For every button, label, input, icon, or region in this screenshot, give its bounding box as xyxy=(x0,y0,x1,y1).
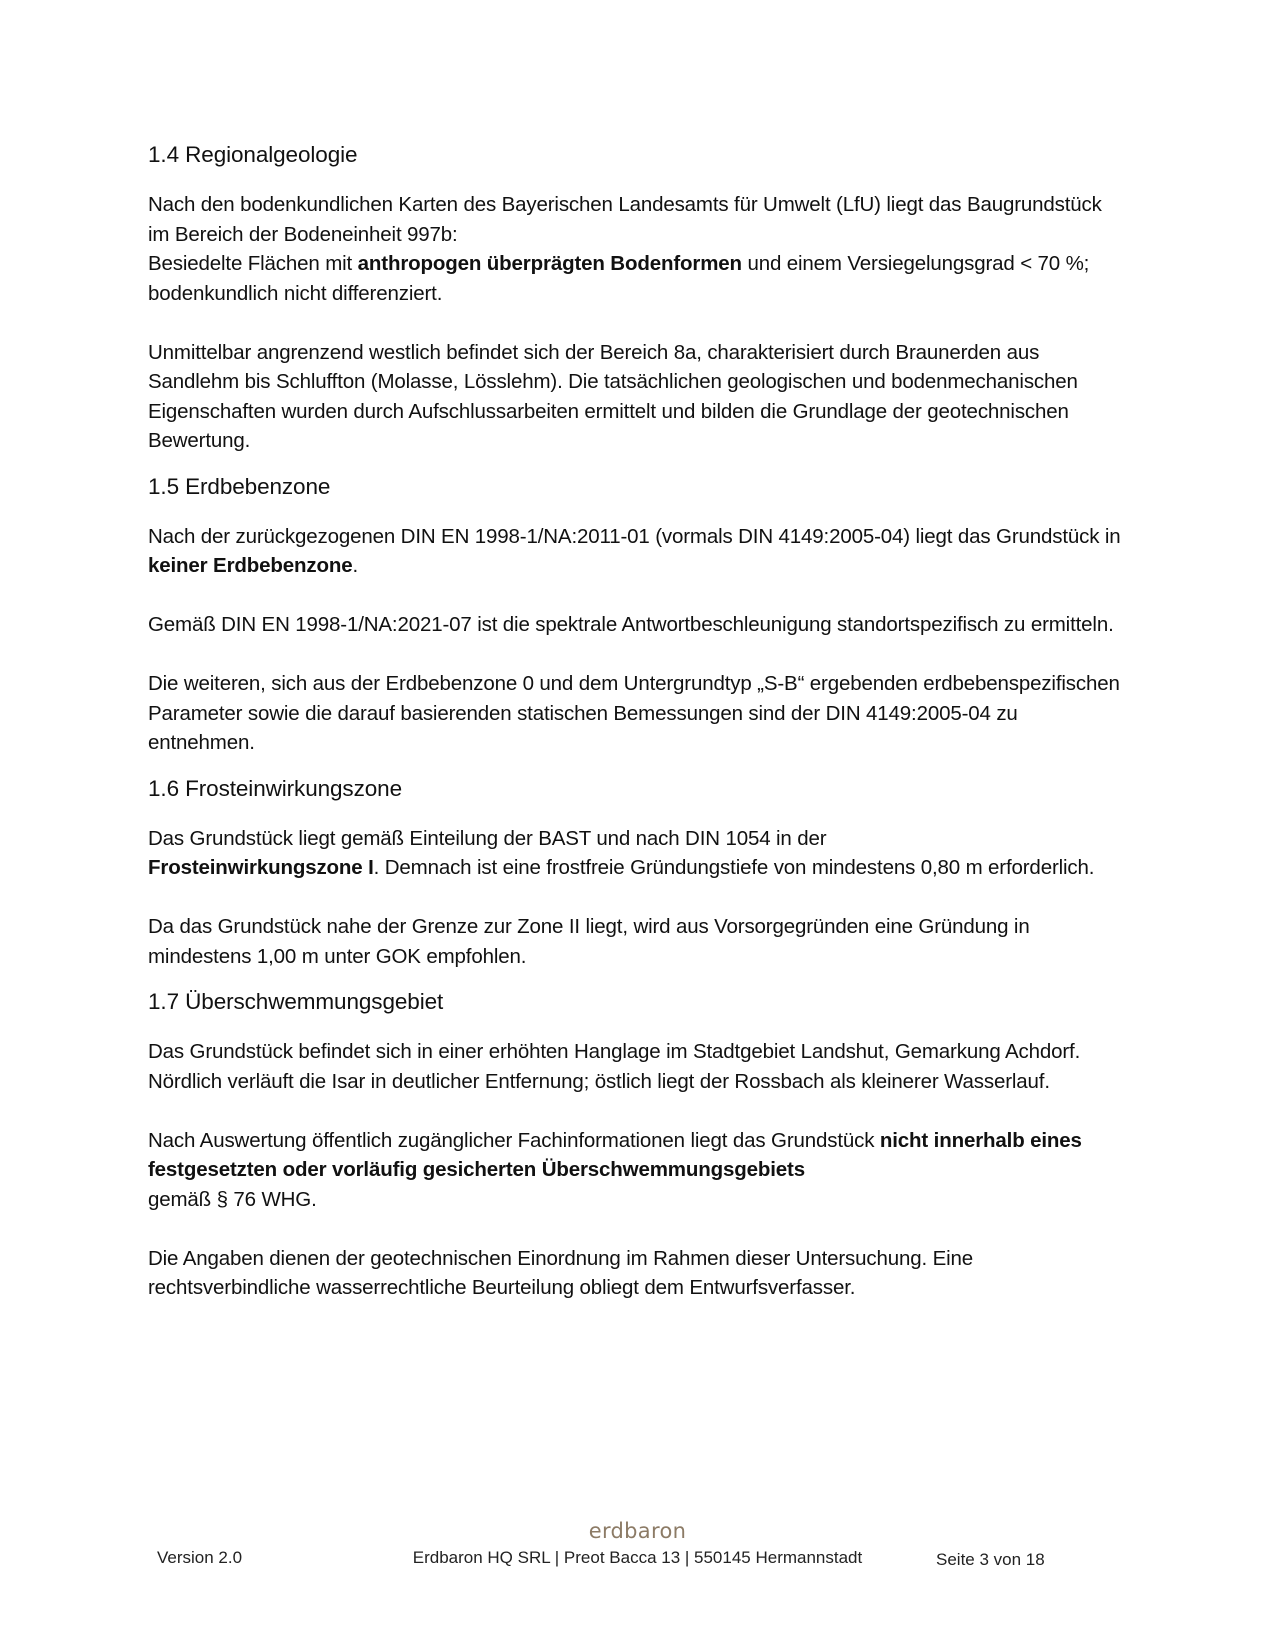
section-regionalgeologie xyxy=(148,140,1128,456)
section-ueberschwemmungsgebiet xyxy=(148,987,1128,1303)
paragraph: Das Grundstück befindet sich in einer erhöhten Hanglage im Stadtgebiet Landshut, Gemarkung Achdorf. Nördlich verläuft die Isar in deutlicher Entfernung; östlich liegt der Rossbach als kleinerer Wasserlauf. xyxy=(148,1040,1081,1093)
paragraph: Nach der zurückgezogenen DIN EN 1998-1/NA:2011-01 (vormals DIN 4149:2005-04) liegt das Grundstück in keiner Erdbebenzone. xyxy=(148,524,1121,577)
section-heading: 1.7 Überschwemmungsgebiet xyxy=(148,989,444,1014)
version-label: Version 2.0 xyxy=(157,1548,243,1567)
paragraph: Gemäß DIN EN 1998-1/NA:2021-07 ist die spektrale Antwortbeschleunigung standortspezifisch zu ermitteln. xyxy=(148,613,1114,636)
emphasis: keiner Erdbebenzone xyxy=(148,554,353,577)
erdbaron-logo: erdbaron xyxy=(588,1519,687,1543)
emphasis: anthropogen überprägten Bodenformen xyxy=(357,252,742,275)
section-heading: 1.4 Regionalgeologie xyxy=(148,142,358,167)
paragraph: Nach den bodenkundlichen Karten des Bayerischen Landesamts für Umwelt (LfU) liegt das Baugrundstück im Bereich der Bodeneinheit 997b: Besiedelte Flächen mit anthropogen überprägten Bodenformen und einem Versiegelungsgrad < 70 %; bodenkundlich nicht differenziert. xyxy=(148,193,1102,305)
paragraph: Unmittelbar angrenzend westlich befindet sich der Bereich 8a, charakterisiert durch Braunerden aus Sandlehm bis Schluffton (Molasse, Lösslehm). Die tatsächlichen geologischen und bodenmechanischen Eigenschaften wurden durch Aufschlussarbeiten ermittelt und bilden die Grundlage der geotechnischen Bewertung. xyxy=(148,340,1078,452)
section-heading: 1.6 Frosteinwirkungszone xyxy=(148,775,402,801)
section-heading: 1.5 Erdbebenzone xyxy=(148,473,331,499)
section-frosteinwirkungszone xyxy=(148,774,1128,972)
page-number: Seite 3 von 18 xyxy=(936,1550,1045,1569)
document-body xyxy=(148,140,1128,1303)
paragraph: Die Angaben dienen der geotechnischen Einordnung im Rahmen dieser Untersuchung. Eine rechtsverbindliche wasserrechtliche Beurteilung obliegt dem Entwurfsverfasser. xyxy=(148,1246,974,1299)
emphasis: Frosteinwirkungszone I xyxy=(148,856,374,879)
emphasis: nicht innerhalb eines festgesetzten oder vorläufig gesicherten Überschwemmungsgebiets xyxy=(148,1128,1082,1181)
paragraph: Die weiteren, sich aus der Erdbebenzone 0 und dem Untergrundtyp „S-B“ ergebenden erdbebenspezifischen Parameter sowie die darauf basierenden statischen Bemessungen sind der DIN 4149:2005-04 zu entnehmen. xyxy=(148,672,1120,754)
paragraph: Da das Grundstück nahe der Grenze zur Zone II liegt, wird aus Vorsorgegründen eine Gründung in mindestens 1,00 m unter GOK empfohlen. xyxy=(148,915,1030,968)
paragraph: Das Grundstück liegt gemäß Einteilung der BAST und nach DIN 1054 in der Frosteinwirkungszone I. Demnach ist eine frostfreie Gründungstiefe von mindestens 0,80 m erforderlich. xyxy=(148,826,1095,879)
section-erdbebenzone xyxy=(148,472,1128,758)
paragraph: Nach Auswertung öffentlich zugänglicher Fachinformationen liegt das Grundstück nicht innerhalb eines festgesetzten oder vorläufig gesicherten Überschwemmungsgebiets gemäß § 76 WHG. xyxy=(148,1128,1082,1211)
company-address: Erdbaron HQ SRL | Preot Bacca 13 | 550145 Hermannstadt xyxy=(412,1548,863,1567)
